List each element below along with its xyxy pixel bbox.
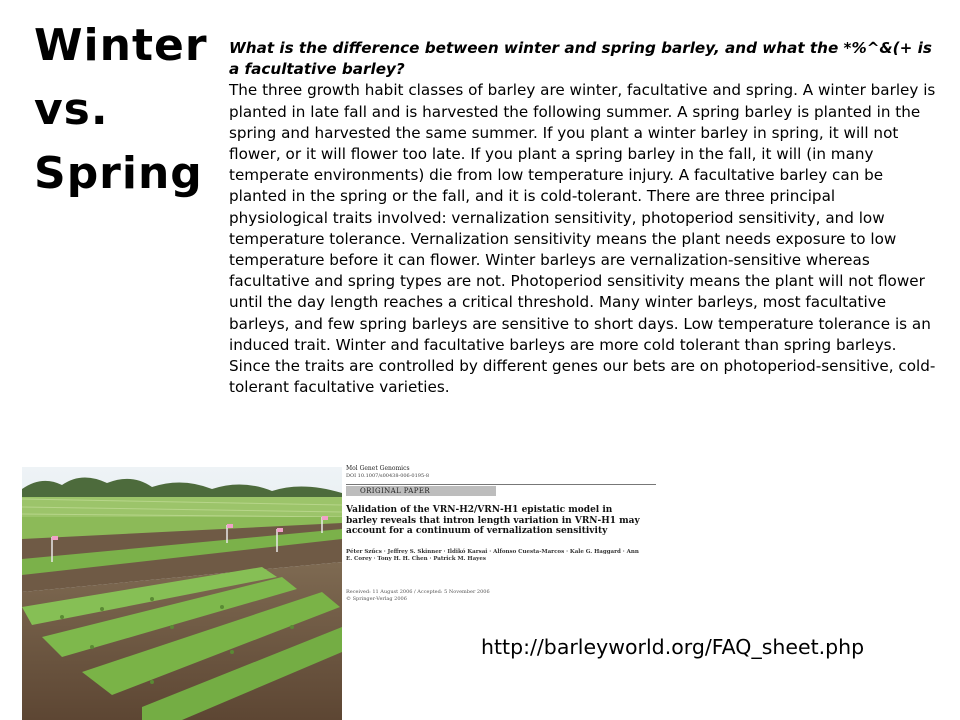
faq-body (229, 38, 937, 398)
paper-excerpt (343, 463, 663, 613)
faq-question: What is the difference between winter and spring barley, and what the *%^&(+ is a facultative barley? (229, 39, 932, 79)
title-line-vs: vs. (34, 84, 109, 135)
slide-title (34, 14, 219, 206)
paper-received: Received: 11 August 2006 / Accepted: 5 November 2006 (346, 589, 490, 595)
barley-field-image (22, 467, 342, 720)
paper-authors: Péter Szűcs · Jeffrey S. Skinner · Ildikó Karsai · Alfonso Cuesta-Marcos · Kale G. Haggard · Ann E. Corey · Tony H. H. Chen · Patrick M. Hayes (346, 549, 639, 562)
barley-field-photo (22, 467, 342, 720)
title-line-winter: Winter (34, 20, 208, 71)
paper-dates (346, 589, 646, 602)
title-line-spring: Spring (34, 148, 203, 199)
paper-doi: DOI 10.1007/s00438-006-0195-8 (346, 473, 430, 479)
paper-journal: Mol Genet Genomics (346, 465, 410, 472)
faq-answer: The three growth habit classes of barley are winter, facultative and spring. A winter barley is planted in late fall and is harvested the following summer. A spring barley is planted in the spring and harvested the same summer. If you plant a winter barley in spring, it will not flower, or it will flower too late. If you plant a spring barley in the fall, it will (in many temperate environments) die from low temperature injury. A facultative barley can be planted in the spring or the fall, and it is cold-tolerant. There are three principal physiological traits involved: vernalization sensitivity, photoperiod sensitivity, and low temperature tolerance. Vernalization sensitivity means the plant needs exposure to low temperature before it can flower. Winter barleys are vernalization-sensitive whereas facultative and spring types are not. Photoperiod sensitivity means the plant will not flower until the day length reaches a critical threshold. Many winter barleys, most facultative barleys, and few spring barleys are sensitive to short days. Low temperature tolerance is an induced trait. Winter and facultative barleys are more cold tolerant than spring barleys. Since the traits are controlled by different genes our bets are on photoperiod-sensitive, cold-tolerant facultative varieties. (229, 81, 936, 397)
paper-section-band: ORIGINAL PAPER (346, 486, 496, 496)
paper-copyright: © Springer-Verlag 2006 (346, 595, 407, 602)
paper-title: Validation of the VRN-H2/VRN-H1 epistatic model in barley reveals that intron length variation in VRN-H1 may account for a continuum of vernalization sensitivity (346, 505, 640, 536)
paper-divider (346, 484, 656, 485)
source-url[interactable]: http://barleyworld.org/FAQ_sheet.php (481, 635, 865, 659)
